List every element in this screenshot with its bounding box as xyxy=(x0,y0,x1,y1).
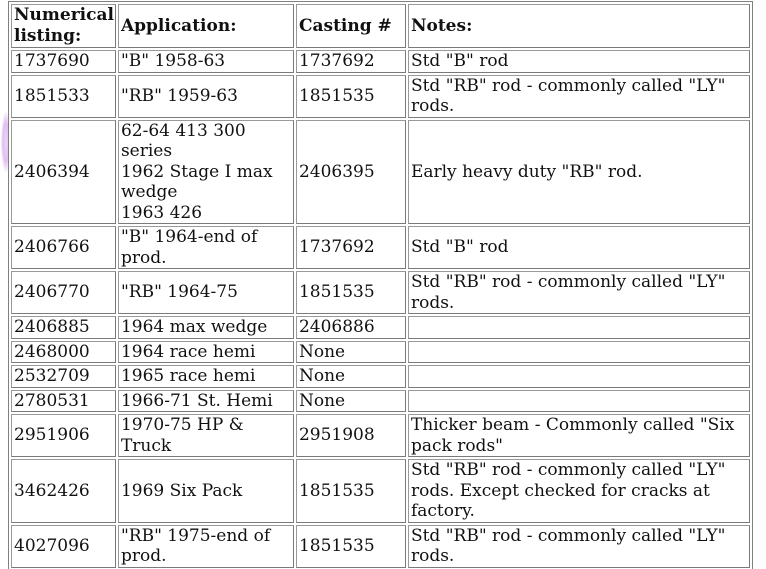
cell-numerical-listing: 1737690 xyxy=(11,50,116,73)
cell-casting: 1851535 xyxy=(296,459,406,523)
cell-application: 1964 max wedge xyxy=(118,316,294,339)
connecting-rod-table xyxy=(8,1,753,569)
table-row xyxy=(11,390,750,413)
table-row xyxy=(11,226,750,269)
cell-notes: Early heavy duty "RB" rod. xyxy=(408,120,750,225)
cell-application xyxy=(118,120,294,225)
cell-application: 1966-71 St. Hemi xyxy=(118,390,294,413)
cell-casting: None xyxy=(296,341,406,364)
table-row xyxy=(11,365,750,388)
cell-casting: 1737692 xyxy=(296,226,406,269)
cell-notes: Std "B" rod xyxy=(408,226,750,269)
cell-application: "RB" 1964-75 xyxy=(118,271,294,314)
cell-notes: Std "RB" rod - commonly called "LY" rods. Except checked for cracks at factory. xyxy=(408,459,750,523)
header-numerical-listing: Numerical listing: xyxy=(11,4,116,48)
cell-numerical-listing: 3462426 xyxy=(11,459,116,523)
cell-casting: None xyxy=(296,365,406,388)
cell-numerical-listing: 2468000 xyxy=(11,341,116,364)
table-row xyxy=(11,414,750,457)
cell-numerical-listing: 2532709 xyxy=(11,365,116,388)
header-casting: Casting # xyxy=(296,4,406,48)
cell-numerical-listing: 1851533 xyxy=(11,75,116,118)
table-row xyxy=(11,271,750,314)
header-application: Application: xyxy=(118,4,294,48)
table-row xyxy=(11,459,750,523)
cell-application: "B" 1958-63 xyxy=(118,50,294,73)
cell-application: "RB" 1975-end of prod. xyxy=(118,525,294,568)
cell-notes: Std "B" rod xyxy=(408,50,750,73)
cell-notes: Thicker beam - Commonly called "Six pack rods" xyxy=(408,414,750,457)
cell-numerical-listing: 2406766 xyxy=(11,226,116,269)
cell-numerical-listing: 2780531 xyxy=(11,390,116,413)
cell-numerical-listing: 2951906 xyxy=(11,414,116,457)
cell-casting: 1851535 xyxy=(296,75,406,118)
application-line: 1963 426 xyxy=(120,202,203,223)
cell-numerical-listing: 2406885 xyxy=(11,316,116,339)
cell-casting: 2406886 xyxy=(296,316,406,339)
table-row xyxy=(11,341,750,364)
cell-casting: 2406395 xyxy=(296,120,406,225)
application-line: 62-64 413 300 series xyxy=(120,120,246,161)
cell-notes xyxy=(408,316,750,339)
cell-numerical-listing: 2406394 xyxy=(11,120,116,225)
table-row xyxy=(11,75,750,118)
table-row xyxy=(11,316,750,339)
cell-casting: 1851535 xyxy=(296,525,406,568)
table-row xyxy=(11,525,750,568)
cell-casting: 1851535 xyxy=(296,271,406,314)
cell-casting: 1737692 xyxy=(296,50,406,73)
cell-application: 1969 Six Pack xyxy=(118,459,294,523)
cell-casting: 2951908 xyxy=(296,414,406,457)
cell-notes: Std "RB" rod - commonly called "LY" rods. xyxy=(408,271,750,314)
cell-casting: None xyxy=(296,390,406,413)
cell-notes: Std "RB" rod - commonly called "LY" rods. xyxy=(408,75,750,118)
cell-notes xyxy=(408,365,750,388)
cell-application: "B" 1964-end of prod. xyxy=(118,226,294,269)
header-notes: Notes: xyxy=(408,4,750,48)
cell-numerical-listing: 2406770 xyxy=(11,271,116,314)
table-row xyxy=(11,120,750,225)
cell-application: 1965 race hemi xyxy=(118,365,294,388)
cell-application: 1970-75 HP & Truck xyxy=(118,414,294,457)
cell-numerical-listing: 4027096 xyxy=(11,525,116,568)
cell-notes xyxy=(408,341,750,364)
cell-application: 1964 race hemi xyxy=(118,341,294,364)
table-row xyxy=(11,50,750,73)
header-row xyxy=(11,4,750,48)
application-line: 1962 Stage I max wedge xyxy=(120,161,273,202)
cell-notes: Std "RB" rod - commonly called "LY" rods. xyxy=(408,525,750,568)
cell-application: "RB" 1959-63 xyxy=(118,75,294,118)
cell-notes xyxy=(408,390,750,413)
